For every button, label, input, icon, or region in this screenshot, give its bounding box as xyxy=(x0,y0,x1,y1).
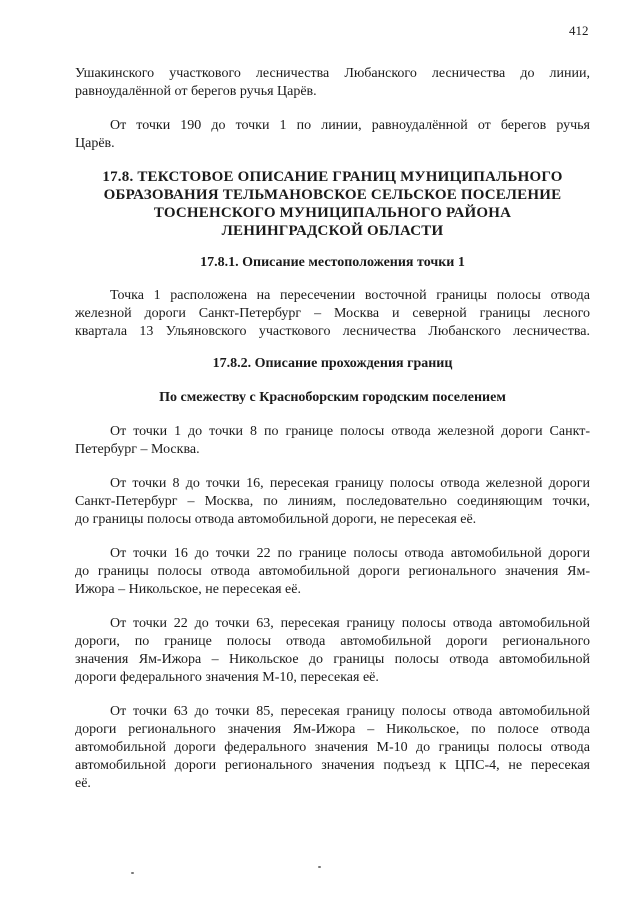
text-line: От точки 16 до точки 22 по границе полосы отвода автомобильной дороги xyxy=(110,546,590,561)
text-line: Точка 1 расположена на пересечении восточной границы полосы отвода xyxy=(110,288,590,303)
section-title-line: ОБРАЗОВАНИЯ ТЕЛЬМАНОВСКОЕ СЕЛЬСКОЕ ПОСЕЛЕНИЕ xyxy=(103,187,562,203)
text-line: дороги, по границе полосы отвода автомобильной дороги регионального xyxy=(75,634,590,649)
text-line: до границы полосы отвода автомобильной дороги, не пересекая её. xyxy=(75,512,477,527)
text-line: железной дороги Санкт-Петербург – Москва и северной границы лесного xyxy=(75,306,590,321)
text-line: От точки 1 до точки 8 по границе полосы отвода железной дороги Санкт- xyxy=(110,424,590,439)
text-line: Санкт-Петербург – Москва, по линиям, последовательно соединяющим точки, xyxy=(75,494,590,509)
text-line: От точки 63 до точки 85, пересекая границу полосы отвода автомобильной xyxy=(110,704,590,719)
text-line: Ушакинского участкового лесничества Любанского лесничества до линии, xyxy=(75,66,590,81)
section-title-line: 17.8. ТЕКСТОВОЕ ОПИСАНИЕ ГРАНИЦ МУНИЦИПАЛЬНОГО xyxy=(102,169,563,185)
text-line: автомобильной дороги регионального значения подъезд к ЦПС-4, не пересекая xyxy=(75,758,590,773)
text-line: От точки 190 до точки 1 по линии, равноудалённой от берегов ручья xyxy=(110,118,590,133)
section-title-line: ЛЕНИНГРАДСКОЙ ОБЛАСТИ xyxy=(221,223,444,239)
page-number: 412 xyxy=(569,23,589,38)
text-line: равноудалённой от берегов ручья Царёв. xyxy=(75,84,317,99)
text-line: дороги федерального значения М-10, пересекая её. xyxy=(75,670,379,685)
text-line: Царёв. xyxy=(75,136,115,151)
subsection-heading-boundaries: 17.8.2. Описание прохождения границ xyxy=(212,356,453,371)
scan-speck xyxy=(131,872,134,874)
text-line: Ижора – Никольское, не пересекая её. xyxy=(75,582,301,597)
text-line: квартала 13 Ульяновского участкового лесничества Любанского лесничества. xyxy=(75,324,590,339)
section-title-line: ТОСНЕНСКОГО МУНИЦИПАЛЬНОГО РАЙОНА xyxy=(153,205,512,221)
subsection-heading-point-1: 17.8.1. Описание местоположения точки 1 xyxy=(200,255,465,270)
text-line: её. xyxy=(75,776,91,791)
text-line: Петербург – Москва. xyxy=(75,442,200,457)
adjacency-heading: По смежеству с Красноборским городским поселением xyxy=(159,390,506,405)
scan-speck xyxy=(318,866,321,868)
text-line: От точки 22 до точки 63, пересекая границу полосы отвода автомобильной xyxy=(110,616,590,631)
text-line: дороги регионального значения Ям-Ижора – Никольское, по полосе отвода xyxy=(75,722,590,737)
text-line: От точки 8 до точки 16, пересекая границу полосы отвода железной дороги xyxy=(110,476,590,491)
text-line: до границы полосы отвода автомобильной дороги регионального значения Ям- xyxy=(75,564,590,579)
text-line: значения Ям-Ижора – Никольское до границы полосы отвода автомобильной xyxy=(75,652,590,667)
text-line: автомобильной дороги федерального значения М-10 до границы полосы отвода xyxy=(75,740,590,755)
